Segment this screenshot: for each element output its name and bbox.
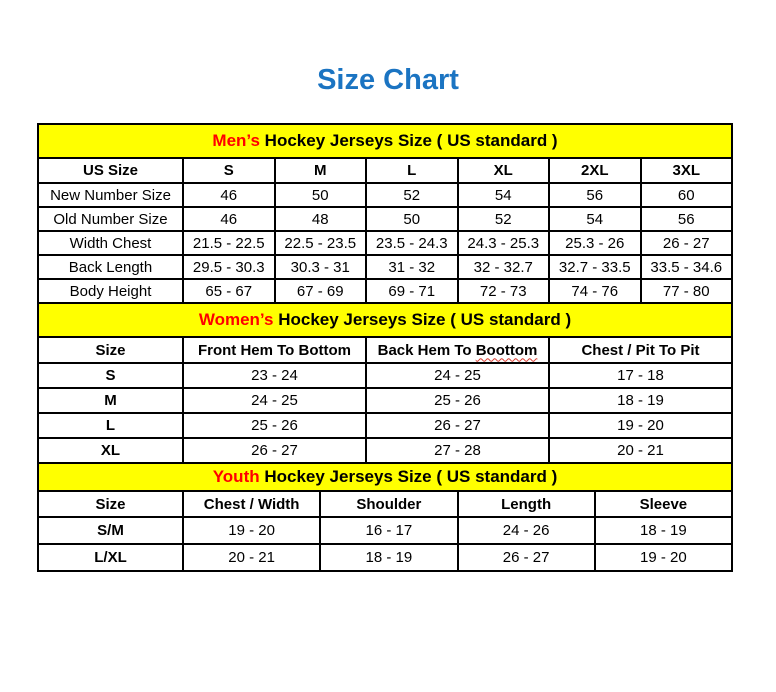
mens-cell-0-1: 46 (183, 183, 275, 207)
mens-cell-0-0: New Number Size (38, 183, 183, 207)
womens-cell-2-1: 25 - 26 (183, 413, 366, 438)
mens-row-1 (38, 207, 732, 231)
womens-cell-3-1: 26 - 27 (183, 438, 366, 463)
mens-cell-1-0: Old Number Size (38, 207, 183, 231)
mens-cell-3-1: 29.5 - 30.3 (183, 255, 275, 279)
youth-column-header-4: Sleeve (595, 491, 732, 517)
womens-cell-3-0: XL (38, 438, 183, 463)
womens-size-table (37, 302, 733, 464)
mens-header-row (38, 158, 732, 183)
youth-cell-1-4: 19 - 20 (595, 544, 732, 571)
mens-section-title-rest: Hockey Jerseys Size ( US standard ) (259, 131, 558, 150)
womens-cell-0-3: 17 - 18 (549, 363, 732, 388)
womens-cell-0-1: 23 - 24 (183, 363, 366, 388)
youth-cell-0-2: 16 - 17 (320, 517, 457, 544)
youth-cell-0-4: 18 - 19 (595, 517, 732, 544)
mens-cell-1-6: 56 (641, 207, 733, 231)
size-tables (37, 123, 733, 572)
mens-cell-0-5: 56 (549, 183, 641, 207)
womens-section-title-rest: Hockey Jerseys Size ( US standard ) (273, 310, 572, 329)
youth-row-1 (38, 544, 732, 571)
mens-cell-3-4: 32 - 32.7 (458, 255, 550, 279)
youth-row-0 (38, 517, 732, 544)
mens-column-header-5: 2XL (549, 158, 641, 183)
youth-cell-0-0: S/M (38, 517, 183, 544)
youth-section-band-row (38, 463, 732, 491)
mens-column-header-3: L (366, 158, 458, 183)
womens-cell-2-2: 26 - 27 (366, 413, 549, 438)
mens-cell-4-1: 65 - 67 (183, 279, 275, 303)
mens-cell-2-4: 24.3 - 25.3 (458, 231, 550, 255)
mens-cell-2-5: 25.3 - 26 (549, 231, 641, 255)
misspelled-word: Boottom (475, 341, 538, 359)
mens-cell-1-4: 52 (458, 207, 550, 231)
mens-column-header-6: 3XL (641, 158, 733, 183)
mens-column-header-2: M (275, 158, 367, 183)
mens-cell-4-5: 74 - 76 (549, 279, 641, 303)
mens-cell-3-3: 31 - 32 (366, 255, 458, 279)
mens-cell-0-6: 60 (641, 183, 733, 207)
womens-row-2 (38, 413, 732, 438)
womens-cell-1-3: 18 - 19 (549, 388, 732, 413)
youth-size-table (37, 462, 733, 572)
mens-size-table (37, 123, 733, 304)
mens-cell-1-5: 54 (549, 207, 641, 231)
mens-column-header-4: XL (458, 158, 550, 183)
page-title: Size Chart (317, 64, 459, 96)
mens-section-band-row (38, 124, 732, 158)
womens-column-header-2: Back Hem To Boottom (366, 337, 549, 363)
youth-section-title-rest: Hockey Jerseys Size ( US standard ) (259, 467, 558, 486)
youth-cell-1-2: 18 - 19 (320, 544, 457, 571)
mens-row-3 (38, 255, 732, 279)
youth-cell-1-3: 26 - 27 (458, 544, 595, 571)
mens-section-title-highlight: Men’s (212, 131, 260, 150)
womens-header-row (38, 337, 732, 363)
womens-cell-1-1: 24 - 25 (183, 388, 366, 413)
mens-section-title (38, 124, 732, 158)
mens-cell-0-3: 52 (366, 183, 458, 207)
womens-row-1 (38, 388, 732, 413)
youth-column-header-1: Chest / Width (183, 491, 320, 517)
mens-cell-2-0: Width Chest (38, 231, 183, 255)
womens-column-header-1: Front Hem To Bottom (183, 337, 366, 363)
youth-cell-0-3: 24 - 26 (458, 517, 595, 544)
mens-cell-4-6: 77 - 80 (641, 279, 733, 303)
mens-cell-3-0: Back Length (38, 255, 183, 279)
mens-cell-4-4: 72 - 73 (458, 279, 550, 303)
mens-cell-4-0: Body Height (38, 279, 183, 303)
mens-cell-1-2: 48 (275, 207, 367, 231)
mens-cell-4-2: 67 - 69 (275, 279, 367, 303)
mens-cell-2-2: 22.5 - 23.5 (275, 231, 367, 255)
womens-column-header-0: Size (38, 337, 183, 363)
mens-cell-0-4: 54 (458, 183, 550, 207)
womens-cell-3-2: 27 - 28 (366, 438, 549, 463)
mens-row-2 (38, 231, 732, 255)
womens-cell-2-0: L (38, 413, 183, 438)
womens-cell-2-3: 19 - 20 (549, 413, 732, 438)
mens-cell-0-2: 50 (275, 183, 367, 207)
womens-section-title-highlight: Women’s (198, 310, 274, 329)
youth-column-header-0: Size (38, 491, 183, 517)
youth-column-header-2: Shoulder (320, 491, 457, 517)
mens-cell-4-3: 69 - 71 (366, 279, 458, 303)
youth-section-title-highlight: Youth (212, 467, 260, 486)
youth-cell-1-0: L/XL (38, 544, 183, 571)
womens-column-header-3: Chest / Pit To Pit (549, 337, 732, 363)
womens-section-title (38, 303, 732, 337)
youth-section-title (38, 463, 732, 491)
mens-row-0 (38, 183, 732, 207)
womens-row-0 (38, 363, 732, 388)
mens-cell-1-1: 46 (183, 207, 275, 231)
mens-cell-2-3: 23.5 - 24.3 (366, 231, 458, 255)
mens-cell-2-1: 21.5 - 22.5 (183, 231, 275, 255)
youth-cell-0-1: 19 - 20 (183, 517, 320, 544)
mens-column-header-0: US Size (38, 158, 183, 183)
mens-cell-2-6: 26 - 27 (641, 231, 733, 255)
womens-section-band-row (38, 303, 732, 337)
youth-column-header-3: Length (458, 491, 595, 517)
mens-row-4 (38, 279, 732, 303)
youth-header-row (38, 491, 732, 517)
mens-cell-3-2: 30.3 - 31 (275, 255, 367, 279)
mens-column-header-1: S (183, 158, 275, 183)
womens-cell-1-0: M (38, 388, 183, 413)
mens-cell-3-5: 32.7 - 33.5 (549, 255, 641, 279)
womens-cell-3-3: 20 - 21 (549, 438, 732, 463)
womens-row-3 (38, 438, 732, 463)
mens-cell-3-6: 33.5 - 34.6 (641, 255, 733, 279)
womens-cell-1-2: 25 - 26 (366, 388, 549, 413)
womens-cell-0-0: S (38, 363, 183, 388)
mens-cell-1-3: 50 (366, 207, 458, 231)
womens-cell-0-2: 24 - 25 (366, 363, 549, 388)
youth-cell-1-1: 20 - 21 (183, 544, 320, 571)
